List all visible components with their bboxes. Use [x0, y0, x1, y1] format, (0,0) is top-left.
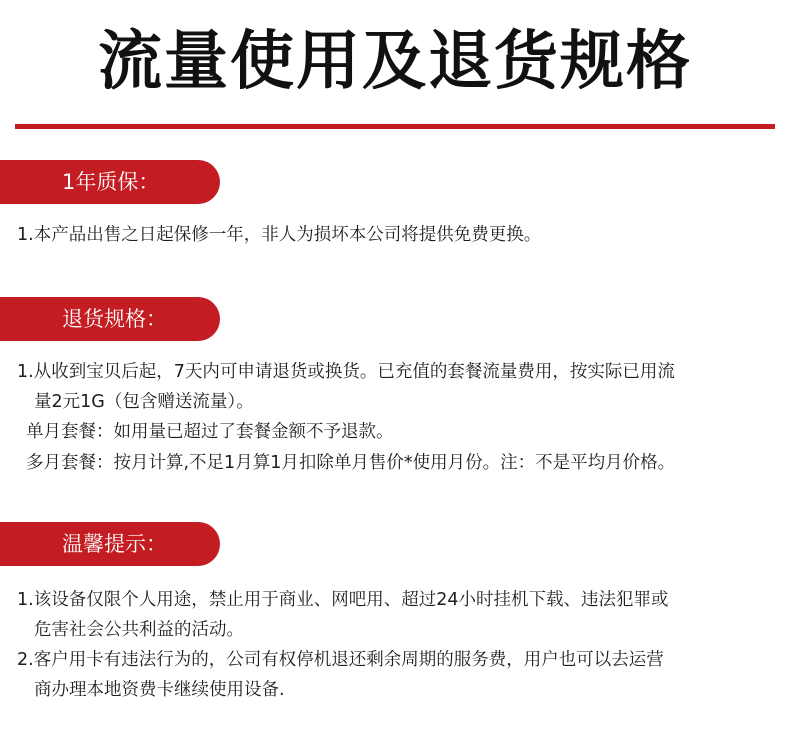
return-line-multi-month: 多月套餐：按月计算,不足1月算1月扣除单月售价*使用月份。注：不是平均月价格。	[26, 453, 676, 473]
section-heading-warranty: 1年质保：	[0, 160, 220, 204]
tips-line-4: 商办理本地资费卡继续使用设备.	[34, 680, 285, 700]
return-line-1: 1.从收到宝贝后起，7天内可申请退货或换货。已充值的套餐流量费用，按实际已用流	[17, 362, 675, 382]
tips-line-3: 2.客户用卡有违法行为的，公司有权停机退还剩余周期的服务费，用户也可以去运营	[17, 650, 664, 670]
warranty-line-1: 1.本产品出售之日起保修一年，非人为损坏本公司将提供免费更换。	[17, 225, 542, 245]
section-heading-tips: 温馨提示：	[0, 522, 220, 566]
title-divider	[15, 124, 775, 129]
tips-line-2: 危害社会公共利益的活动。	[34, 620, 244, 640]
tips-line-1: 1.该设备仅限个人用途，禁止用于商业、网吧用、超过24小时挂机下载、违法犯罪或	[17, 590, 669, 610]
section-heading-return-policy: 退货规格：	[0, 297, 220, 341]
return-line-2: 量2元1G（包含赠送流量）。	[34, 392, 254, 412]
page-title: 流量使用及退货规格	[98, 25, 692, 99]
return-line-single-month: 单月套餐：如用量已超过了套餐金额不予退款。	[26, 422, 394, 442]
